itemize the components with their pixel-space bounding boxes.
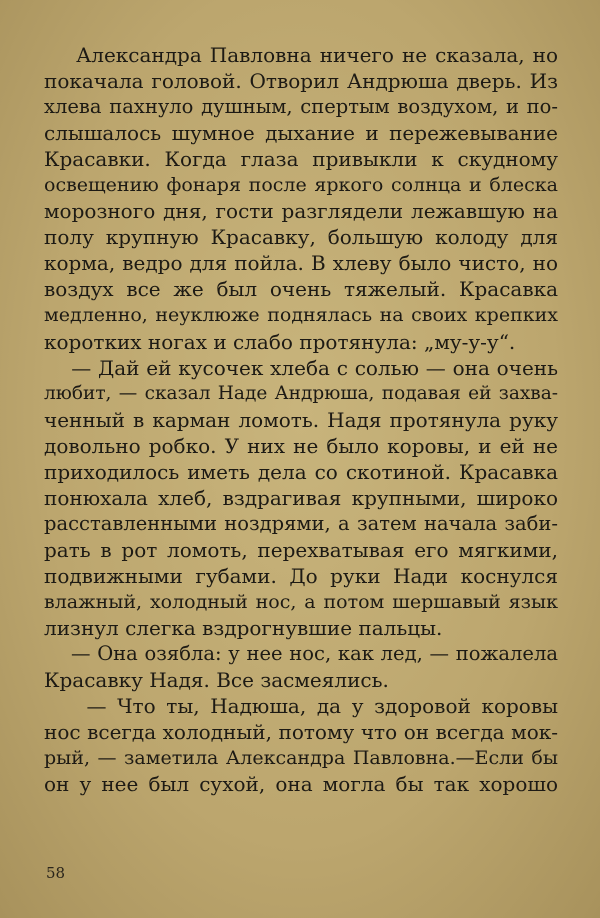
text-line: освещению фонаря после яркого солнца и блеска [44,174,558,197]
page-number: 58 [46,864,66,882]
text-line: воздух все же был очень тяжелый. Красавка [44,277,558,302]
text-line: ченный в карман ломоть. Надя протянула руку [44,407,558,432]
text-line: медленно, неуклюже поднялась на своих крепких [44,304,558,327]
text-line: Красавку Надя. Все засмеялись. [44,668,389,693]
text-line: нос всегда холодный, потому что он всегда мок- [44,720,558,745]
text-line: рый, — заметила Александра Павловна.—Если бы [44,747,558,770]
text-line: он у нее был сухой, она могла бы так хорошо [44,772,558,797]
text-line: полу крупную Красавку, большую колоду для [44,225,558,250]
text-line: приходилось иметь дела со скотиной. Красавка [44,459,558,484]
text-line: хлева пахнуло душным, спертым воздухом, и по- [44,95,558,119]
text-line: слышалось шумное дыхание и пережевывание [44,121,558,146]
text-line: подвижными губами. До руки Нади коснулся [44,563,558,588]
text-line: — Дай ей кусочек хлеба с солью — она очень [44,355,558,380]
text-line: Александра Павловна ничего не сказала, но [44,43,558,67]
text-line: довольно робко. У них не было коровы, и ей не [44,433,558,458]
text-line: покачала головой. Отворил Андрюша дверь. Из [44,69,558,94]
text-line: расставленными ноздрями, а затем начала заби- [44,511,558,535]
text-line: лизнул слегка вздрогнувшие пальцы. [44,616,443,641]
text-line: коротких ногах и слабо протянула: „му-у-у“. [44,329,516,354]
text-line: любит, — сказал Наде Андрюша, подавая ей захва- [44,382,558,404]
text-line: — Что ты, Надюша, да у здоровой коровы [44,694,558,719]
text-line: рать в рот ломоть, перехватывая его мягкими, [44,537,558,562]
text-line: корма, ведро для пойла. В хлеву было чисто, но [44,251,558,276]
text-line: понюхала хлеб, вздрагивая крупными, широко [44,485,558,510]
text-line: Красавки. Когда глаза привыкли к скудному [44,147,558,172]
text-line: морозного дня, гости разглядели лежавшую на [44,199,558,224]
page-text [44,42,558,797]
text-line: влажный, холодный нос, а потом шершавый язык [44,590,558,613]
text-line: — Она озябла: у нее нос, как лед, — пожалела [44,642,558,666]
